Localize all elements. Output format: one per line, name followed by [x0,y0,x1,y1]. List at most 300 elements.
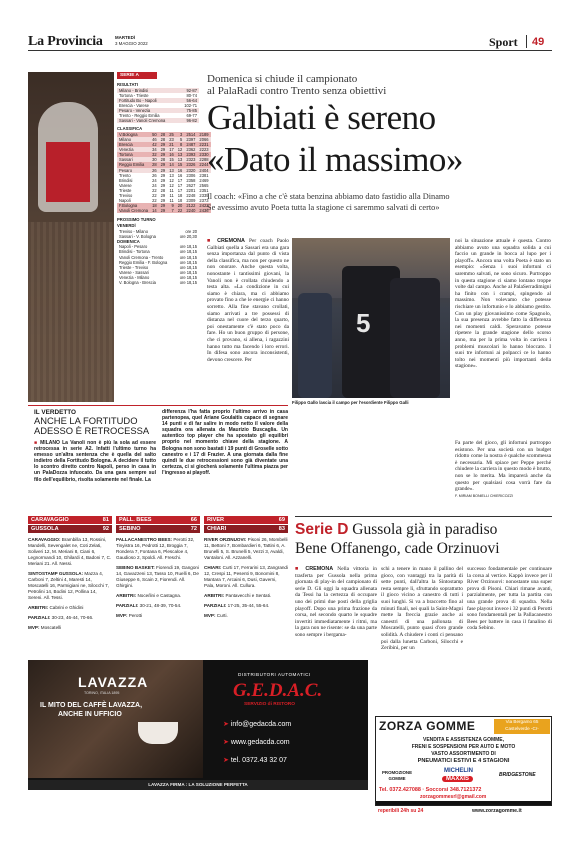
team-1-lineup [116,537,200,561]
table-cell: 12 [169,182,174,188]
table-cell: 29 [160,203,166,209]
mvp-line [116,613,200,619]
team-1-score: 66 [190,517,197,523]
table-cell: 2231 [199,142,209,148]
table-cell: 2330 [199,152,209,158]
scorebox [116,516,200,619]
team-2-name: SEBINO [119,526,141,532]
scorebox-body [116,537,200,619]
lavazza-claim-1: IL MITO DEL CAFFÈ LAVAZZA, [40,702,143,709]
table-cell: ore 18,15 [179,264,197,270]
headline-line-1: Galbiati è sereno [207,98,436,137]
team-1-name: CARAVAGGIO [31,517,69,523]
mvp-text: Moscatelli [40,625,62,630]
masthead: La Provincia [28,34,103,49]
table-cell: 13 [169,172,174,178]
scorebox-team-2 [204,525,288,533]
table-cell: F.Bologna [117,203,150,208]
verdetto-column-2: differenza l'ha fatta proprio l'ultimo arrivo in casa partenopea, quel Ariane Goulaitis capace di segnare 14 punti e di far salire in modo netto il valore della squadra ora allenata da Maurizio Buscaglia. Un autentico top player che ha spostato gli equilibri proprio nel momento chiave della stagione. A Bologna non sono bastati i 19 punti di Groselle sotto canestro e i 17 di Frazier. A una giornata dalla fine quindi le due retrocessioni sono già diventate una certezza, ci si giocherà solamente l'ultima piazza per l'ingresso ai playoff. [162,409,288,476]
team-2-score: 83 [278,526,285,532]
scorebox [28,516,112,631]
table-cell: 17 [177,182,183,188]
article-column-3 [455,440,551,500]
mvp-label: MVP: [28,625,40,630]
scorebox [204,516,288,619]
lineup-1-label: CARAVAGGIO: [28,537,61,542]
table-cell: 21 [169,142,174,148]
gedac-web-row [223,738,290,746]
article-dateline: CREMONA [217,238,245,244]
coffee-cup [138,722,178,744]
header-day: MARTEDÌ [115,35,136,40]
table-cell: 7 [167,208,176,213]
next-round-title: PROSSIMO TURNO [117,217,156,223]
table-cell: 34 [152,147,157,153]
table-cell: 29 [160,198,166,204]
table-cell: 25 [169,131,174,137]
mvp-line [204,613,288,619]
table-cell: 20 [177,203,183,209]
table-cell: 75-85 [179,108,199,113]
lineup-2-text: Fiorendi 19, Gangoni 14, Gavazzeni 13, Tasso 10, Ruelli 6, De Giuseppe 6, Scain 2, Fiorendi. All. Ghirgini. [116,565,199,588]
friday-table [117,229,199,239]
table-cell: Tortona - Trieste [119,92,149,98]
verdetto-dateline-marker: ■ [34,440,41,446]
article-byline: F. MIRIAM BONIELLI CHIERICOZZI [455,493,513,498]
team-2-score: 92 [102,526,109,532]
lineup-1-text: Pisoni 26, Mombelli 11, Bettoni 7, Bombardieri 6, Tattini 6, A. Brunelli 5, S. Brunelli 5, Vezzi 3, Avaldi, Vantaloni. All. Azzanelli. [204,537,288,560]
scorebox-team-1 [116,516,200,524]
team-1-name: PALL. BEES [119,517,152,523]
table-cell: Brindisi - Tortona [119,249,150,255]
phone-icon: ➤ [223,757,231,764]
table-cell: ore 18,15 [179,274,197,280]
table-row [117,260,199,265]
table-cell: 28 [152,162,157,168]
verdetto-headline-1: ANCHE LA FORTITUDO [34,415,138,426]
table-cell: ore 18,15 [179,254,197,260]
maxxis-logo: MAXXIS [442,776,473,782]
table-cell: 22 [152,187,157,193]
table-cell: 2244 [199,162,209,168]
table-cell: 5 [176,137,185,142]
table-cell: Trieste - Treviso [119,264,149,270]
table-cell: 102-71 [184,102,197,108]
table-cell: 14 [152,208,157,214]
web-icon: ➤ [223,739,231,746]
zorza-ad [375,716,552,806]
gedac-web: www.gedacda.com [230,739,290,746]
section-title: Sport [489,35,518,49]
table-cell: 2469 [199,177,209,183]
header-rule [28,50,552,51]
table-cell: 2306 [186,172,196,178]
team-2-lineup [28,571,112,601]
scorebox-team-1 [28,516,112,524]
table-cell: 15 [177,162,183,168]
lavazza-tagline: TORINO, ITALIA 1895 [84,691,120,695]
arbitri-line [116,593,200,599]
table-cell: 22 [177,208,183,214]
table-cell: Venezia - Milano [119,274,150,280]
verdetto-headline-2: ADESSO È RETROCESSA [34,425,150,436]
table-cell: 28 [160,157,166,163]
mvp-label: MVP: [116,613,128,618]
table-cell: ore 18,15 [179,279,197,285]
jersey-number: 5 [356,308,371,338]
table-cell: Trento [119,172,131,178]
arbitri-text: Pantavecchi e Sentati. [225,593,272,598]
dateline-marker: ■ [207,238,218,244]
player-front-figure [390,278,440,398]
table-cell: Reggio Emilia [117,162,150,167]
table-cell: 29 [160,152,166,158]
lineup-1-label: RIVER ORZINUOVI: [204,537,247,542]
table-cell: Sassari - Vanoli Cremona [117,118,179,123]
parziali-label: PARZIALI: [204,603,227,608]
gedac-email: info@gedacda.com [230,721,292,728]
serie-d-headline-2: Bene Offanengo, cade Orzinuovi [295,540,500,557]
lavazza-ad [28,660,368,790]
team-2-lineup [204,565,288,589]
zorza-hours: reperibili 24h su 24 [378,808,424,814]
table-cell: 2358 [186,177,196,183]
table-row [117,280,199,285]
parziali-line [204,603,288,609]
table-cell: 28 [160,136,166,142]
arena-crowd [28,222,114,402]
table-cell: 18 [177,192,183,198]
arbitri-text: Noce/lini e Castagna. [137,593,182,598]
header-date: 3 MAGGIO 2022 [115,41,148,46]
photo-caption: Filippo Gallo lascia il campo per l'esordiente Filippo Galli [292,400,409,405]
lineup-2-label: CHIARI: [204,565,222,570]
team-2-name: CHIARI [207,526,227,532]
friday-title: VENERDÌ [117,222,136,228]
results-table [117,88,199,124]
table-cell: ore 20 [185,228,197,234]
serie-d-headline-1 [295,521,497,539]
section-divider [526,35,527,48]
article-photo [292,238,450,398]
standings-table [117,132,211,214]
table-cell: 2393 [186,152,196,158]
mvp-line [28,625,112,631]
referee-figure [298,293,332,398]
parziali-line [28,615,112,621]
table-cell: 11 [169,198,174,204]
scorebox-team-1 [204,516,288,524]
verdetto-box [28,405,288,485]
table-cell: 29 [160,192,166,198]
table-cell: 12 [169,177,174,183]
table-cell: 14 [169,162,174,168]
zorza-line-3: VASTO ASSORTIMENTO DI [431,751,496,757]
table-cell: 2404 [199,167,209,173]
lavazza-logo: LAVAZZA [78,674,149,690]
arbitri-label: ARBITRI: [28,605,49,610]
table-cell: 16 [177,167,183,173]
parziali-text: 17-25, 35-44, 55-64. [227,603,270,608]
table-cell: Treviso - Milano [119,228,148,234]
lineup-2-text: Curti 17, Ferrarini 13, Zangrandi 12, Crespi 11, Pesenti 9, Bonomini 8, Mantara 7, Arcaini 6, Dusi, Gaverni, Pala, Moroni. All. Cullura. [204,565,289,588]
table-cell: Napoli [119,198,131,204]
table-row [117,118,199,123]
table-cell: 11 [169,192,174,198]
lineup-2-label: SINTOSTAMP GUSSOLA: [28,571,84,576]
michelin-logo: MICHELIN [444,768,473,774]
zorza-address-2: Castelverde -Cr- [505,725,539,731]
table-cell: 2288 [199,157,209,163]
arbitri-text: Cabrini e Ghidini [49,605,84,610]
table-cell: 29 [160,167,166,173]
zorza-promo-1: PROMOZIONE [382,770,413,775]
table-cell: Venezia [117,147,150,152]
table-cell: 29 [160,172,166,178]
table-cell: 28 [160,187,166,193]
team-1-lineup [204,537,288,561]
article-text-1: Per coach Paolo Galbiati quella a Sassari era una gara senza importanza dal punto di vista della classifica, ma non per questo ne non onorare. Anche questa volta, nonostante i tantissimi giovani, la Vanoli non è crollata chiudendo a testa alta. «La condizione in cui siamo è chiara, ma ci abbiamo provato fino a che le energie ci hanno sorretto. Alla fine stavano crollati, siamo arrivati a tre possessi di distanza nel cuore del terzo quarto, poi onestamente c'è stato poco da fare. Ho un buon gruppo di persone, che ci provano, si allena, i ragazzini hanno tutto ma facendo i loro errori. In difesa sono ancora inconsistenti, devono crescere. Per [207,238,289,363]
table-cell: 46 [152,136,157,142]
table-cell: 12 [177,147,183,153]
bridgestone-logo: BRIDGESTONE [499,772,536,778]
table-cell: 2201 [186,187,196,193]
serie-d-dateline-marker: ■ [295,566,306,572]
table-cell: 2487 [186,142,196,148]
player-photo [28,72,114,402]
article-text-3: Fa parte del gioco, gli infortuni purtroppo esistono. Per una società con un budget ridotto come la nostra è qualche scommessa è necessaria. Mi spiace per Peppe perché chiudere la carriera in questo modo è brutto, non se lo merita. Ma imparerà anche da questo per qualsiasi cosa vorrà fare da grande». [455,440,551,493]
team-1-score: 81 [102,517,109,523]
table-cell: 13 [169,167,174,173]
serie-d-column-2: schi a tenere in mano il pallino del gioco, con vantaggi tra la parità di sette punti, dall'altra la Sintostamp resta sempre lì, sfruttando soprattutto il gioco vicino a canestro di tutti i suoi lunghi. Si va a braccetto fino al minuti finali, nei quali la Saint-Magni mette la freccia grazie anche ai canestri di una pallonata di Moscatelli, punto quasi d'oro grande solidità. A chiudere i conti ci pensano poi dalla lunetta Carboni, Silocchi e Zeribini, per un [381,566,463,652]
table-cell: Vanoli Cremona [119,208,149,214]
table-cell: ore 18,15 [179,259,197,265]
table-cell: 2436 [199,208,209,214]
table-cell: 8 [176,142,185,147]
lineup-2-text: Mazza 4, Carboni 7, Zeltini 4, Maresti 14, Moscatelli 16, Parmigiani ne, Silocchi 7, Petrolini 14, Bodini 12, Pollina 14, Sereni. All. Tessi. [28,571,109,600]
table-row [117,255,199,260]
mvp-text: Curti. [216,613,228,618]
zorza-promo-2: GOMME [388,775,406,781]
team-1-score: 69 [278,517,285,523]
table-cell: 26 [152,167,157,173]
table-cell: 29 [160,177,166,183]
zorza-web: www.zorzagomme.it [472,808,522,814]
table-cell: Trento - Reggio Emilia [119,113,160,119]
team-2-lineup [116,565,200,589]
lineup-1-text: Brambilla 13, Rossini, Mandelli, Sevengalet ne, Coti Zelati, Soliveri 12, M. Meriani 8, Ciani 6, Legnormandi 10, Ghilardi 4, Badoni 7, C. Meriani 21. All. Nessi. [28,537,112,566]
table-cell: 2381 [199,172,209,178]
table-cell: Vanoli Cremona - Trento [119,254,164,260]
scorebox-team-2 [116,525,200,533]
table-cell: 22 [152,192,157,198]
table-cell: 17 [169,147,174,153]
table-cell: 18 [152,203,157,209]
table-cell: ore 18,15 [179,244,197,250]
table-cell: 15 [169,157,174,163]
table-cell: Sassari [117,157,150,162]
table-cell: 30 [152,157,157,163]
team-1-name: RIVER [207,517,225,523]
zorza-line-1: VENDITA E ASSISTENZA GOMME, [422,737,505,743]
page-number: 49 [532,36,545,48]
sunday-title: DOMENICA [117,238,140,244]
table-cell: Sassari - V. Bologna [119,233,156,239]
team-2-name: GUSSOLA [31,526,59,532]
table-cell: 3 [176,132,185,137]
zorza-address-1: Via Bergamo 65 [505,719,539,724]
parziali-label: PARZIALI: [28,615,51,620]
zorza-line-2: FRENI E SOSPENSIONI PER AUTO E MOTO [411,744,516,750]
table-cell: 28 [160,131,166,137]
table-cell: 80-74 [186,92,197,98]
mvp-label: MVP: [204,613,216,618]
table-cell: Varese - Sassari [119,269,149,275]
serie-a-sidebar [117,72,209,285]
serie-d-headline-text: Gussola già in paradiso [352,521,498,538]
table-cell: 2309 [186,198,196,204]
zorza-footer-bar [376,801,552,806]
lineup-1-text: Perotti 32, Tinyistra 16, Pedrotti 12, Broggia 7, Rondera 7, Fontana 6, Plescaloe 4, Gaudioso 2, Spoldi. All. Freschi. [116,537,195,560]
lavazza-footer: LAVAZZA FIRMA : LA SOLUZIONE PERFETTA [28,780,368,790]
parziali-text: 30-21, 48-39, 70-54. [139,603,182,608]
table-cell: 96-82 [179,118,199,123]
table-cell: 2362 [186,147,196,153]
table-cell: 32 [152,152,157,158]
table-cell: 17 [177,177,183,183]
team-2-score: 72 [190,526,197,532]
table-cell: Varese [119,182,132,188]
table-cell: Brindisi [119,177,133,183]
lavazza-claim-2: ANCHE IN UFFICIO [58,711,122,718]
arbitri-line [28,605,112,611]
serie-d-rule [295,516,552,517]
gedac-tel-row [223,756,287,764]
lineup-1-label: PALLACANESTRO BEES: [116,537,173,542]
table-cell: 2122 [186,203,196,209]
gedac-top: DISTRIBUTORI AUTOMATICI [238,672,311,677]
table-cell: 2320 [186,167,196,173]
table-cell: 16 [177,172,183,178]
zorza-line-4: PNEUMATICI ESTIVI E 4 STAGIONI [417,758,510,764]
table-cell: 2066 [199,136,209,142]
table-cell: V. Bologna - Brescia [119,279,156,285]
parziali-line [116,603,200,609]
kicker-line-2: al PalaRadi contro Trento senza obiettivi [207,85,387,97]
kicker-line-1: Domenica si chiude il campionato [207,73,358,85]
table-cell: 2326 [186,162,196,168]
table-cell: Napoli - Pesaro [119,244,148,250]
scorebox-team-2 [28,525,112,533]
serie-d-label: Serie D [295,521,349,538]
headline-line-2: «Dato il massimo» [207,140,463,179]
sunday-table [117,244,199,285]
table-cell: 24 [152,177,157,183]
table-cell: 2422 [199,203,209,209]
table-cell: 2223 [199,147,209,153]
table-cell: 2323 [186,157,196,163]
serie-d-dateline: CREMONA [305,566,334,572]
subhead-line-2: Se avessimo avuto Poeta tutta la stagione ci saremmo salvati di certo» [207,203,440,212]
table-cell: 29 [160,142,166,148]
table-cell: 2335 [199,192,209,198]
verdetto-dateline: MILANO [40,440,60,446]
table-cell: 17 [177,187,183,193]
table-cell: 13 [177,157,183,163]
table-cell: Trieste [119,187,132,193]
table-cell: 29 [160,182,166,188]
table-cell: 2565 [199,182,209,188]
serie-d-text-1: Nella vittoria in trasferta per Gussola nella prima giornata di play-in del campionato di serie D. Gli oggi la squadra allenata da Tessi ha la certezza di occupare uno dei primi due posti della griglia playoff. Dopo una prima frazione da corsa, nel secondo quarto le squadre invertiti immediatamente i ritmi, ma la gara non ne risente: se da una parte sono sempre i bergama- [295,566,377,638]
article-column-2: noi la situazione attuale è questa. Contro abbiamo avuto una squadra solida a cui faccio un grande in bocca al lupo per i playoff». Ancora una volta Poeta è stato un esempio: «Senza i suoi infortuni ci saremmo salvati, ne sono sicuro. Purtroppo in questa stagione ci siamo lontano troppe volte dal campo. Anche al PalaSerradimigni ha finito con i crampi, spingendo al massimo. Non volevamo che potesse rischiare un infortunio e lo abbiamo gestito. Con un play giovanissimo come Spagnolo, la sua presenza avrebbe fatto la differenza nei momenti caldi. Speravamo potesse ripetere la grande stagione dello scorso anno, ma per la prima volta in carriera i problemi muscolari lo hanno bloccato. I suoi tre infortuni ai polpacci ce lo hanno tolto nei momenti più importanti della stagione». [455,238,551,370]
table-cell: 2397 [186,136,196,142]
email-icon: ➤ [223,721,231,728]
gedac-logo: G.E.D.A.C. [233,680,323,701]
mvp-text: Perotti [128,613,143,618]
zorza-logo: ZORZA GOMME [379,719,476,733]
table-cell: Brescia - Varese [119,102,149,108]
table-cell: ore 18,15 [179,249,197,255]
table-cell: 29 [160,208,166,214]
standings-title: CLASSIFICA [117,126,143,132]
table-cell: 2351 [199,187,209,193]
table-cell: 26 [152,172,157,178]
table-cell: 24 [152,182,157,188]
table-cell: 29 [160,147,166,153]
zorza-address-box [494,719,550,734]
table-cell: 23 [169,136,174,142]
zorza-promo [382,770,412,781]
zorza-email: zorzagommesrl@gmail.com [420,794,487,800]
table-cell: Tortona [117,152,150,157]
table-cell: 22 [152,198,157,204]
scorebox-body [204,537,288,619]
verdetto-column-1 [34,440,156,486]
table-cell: 11 [169,187,174,193]
table-cell: Reggio Emilia - F. Bologna [119,259,168,265]
table-cell: 50 [152,131,157,137]
table-cell: 2240 [186,208,196,214]
table-cell: 56-64 [179,98,199,103]
table-cell: Milano [117,137,150,142]
table-cell: 2189 [199,131,209,137]
table-cell: 18 [177,198,183,204]
player-jersey-stripe [46,142,90,202]
table-cell: Pesaro [117,168,150,173]
table-cell: 2248 [186,192,196,198]
serie-d-column-3: successo fondamentale per continuare la corsa al vertice. Kappò invece per il River Orzinuovi: nonostante una super prova di Pisoni. Chiari rimane avanti, parzialmente, per tutta la partita con una grande prova di squadra. Nella fase playout invece i 32 punti di Perotti sono fondamentali per la Pallacanestro Bees per battere in casa il fanalino di coda Sebino. [467,566,552,632]
table-cell: Pesaro - Venezia [117,108,179,113]
table-cell: V.Bologna [117,132,150,137]
table-cell: 13 [177,152,183,158]
table-cell: Milano - Brindisi [117,88,179,93]
table-cell: ore 20,30 [179,233,197,239]
verdetto-label: IL VERDETTO [34,409,77,416]
table-cell: 16 [169,152,174,158]
zorza-phone: Tel. 0372.427088 · Soccorsi 348.7121372 [379,787,482,793]
table-cell: Treviso [119,192,133,198]
table-cell: 2373 [199,198,209,204]
table-cell: ore 18,15 [179,269,197,275]
arbitri-line [204,593,288,599]
lineup-2-label: SEBINO BASKET: [116,565,155,570]
arbitri-label: ARBITRI: [204,593,225,598]
parziali-label: PARZIALI: [116,603,139,608]
parziali-text: 30-23, 46-44, 70-66. [51,615,94,620]
arbitri-label: ARBITRI: [116,593,137,598]
gedac-email-row [223,720,291,728]
verdetto-text-1: La Vanoli non è più la sola ad essere retrocessa in serie A2. Infatti l'ultimo turno ha emesso un'altra sentenza che è quella del salto indietro della Fortitudo Bologna. A decidere il tutto lo scontro diretto contro Napoli, perso in casa in un PalaDozza infuocato. Da una gara sempre sul filo dell'equilibrio, risolta solamente nel finale. La [34,440,156,483]
